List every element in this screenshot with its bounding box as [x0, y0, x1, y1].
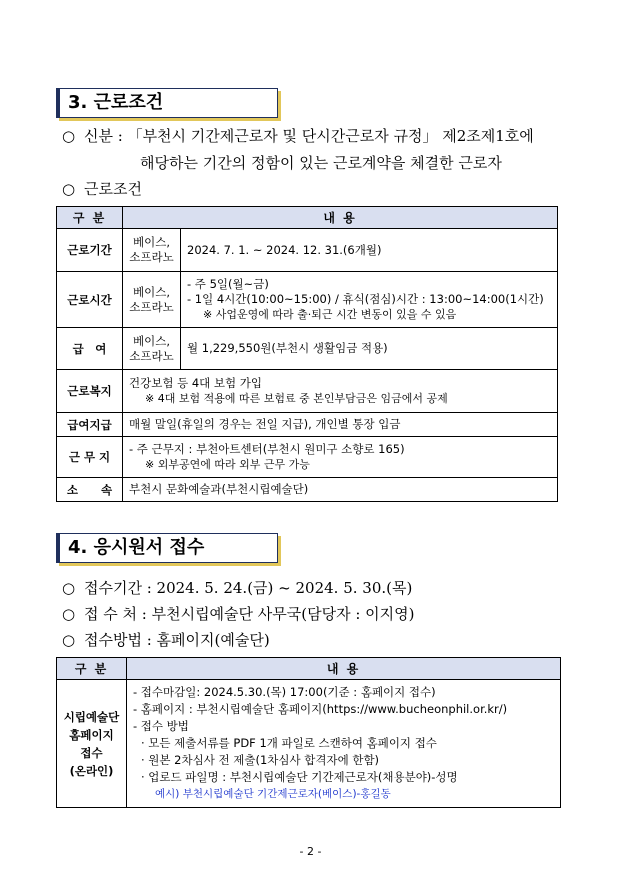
affiliation-text: 부천시 문화예술과(부천시립예술단) — [123, 478, 558, 502]
table-row — [57, 229, 558, 272]
section-3-title: 3. 근로조건 — [56, 88, 278, 118]
welfare-note: ※ 4대 보험 적용에 따른 보험료 중 본인부담금은 임금에서 공제 — [145, 392, 448, 405]
period-sub — [123, 229, 181, 272]
bullet-circle-icon: ○ — [62, 127, 76, 145]
period-sub-line: 소프라노 — [129, 250, 174, 264]
work-conditions-table — [56, 206, 558, 502]
header-category: 구 분 — [57, 207, 123, 229]
bullet-circle-icon: ○ — [62, 180, 76, 198]
hours-line: - 주 5일(월~금) — [187, 277, 269, 291]
header-content: 내 용 — [127, 658, 561, 680]
application-period — [62, 577, 412, 598]
period-sub-line: 베이스, — [133, 235, 170, 249]
table-row — [57, 413, 558, 437]
employment-status-text-1: 신분 : 「부천시 기간제근로자 및 단시간근로자 규정」 제2조제1호에 — [84, 127, 534, 145]
welfare-line: 건강보험 등 4대 보험 가입 — [129, 376, 263, 390]
hours-sub-line: 소프라노 — [129, 299, 174, 314]
application-period-text: 접수기간 : 2024. 5. 24.(금) ~ 2024. 5. 30.(목) — [84, 579, 413, 597]
label-line: 접수 — [80, 745, 103, 760]
welfare-text — [123, 370, 558, 413]
deadline-line: - 접수마감일: 2024.5.30.(목) 17:00(기준 : 홈페이지 접수) — [133, 685, 436, 699]
label-line: 홈페이지 — [69, 727, 114, 742]
table-header-row — [57, 658, 561, 680]
pay-sub-line: 베이스, — [133, 333, 170, 348]
workplace-note: ※ 외부공연에 따라 외부 근무 가능 — [145, 458, 310, 471]
method-line: - 접수 방법 — [133, 719, 189, 733]
table-row — [57, 370, 558, 413]
label-line: 시립예술단 — [63, 709, 120, 724]
header-content: 내 용 — [123, 207, 558, 229]
filename-example: 예시) 부천시립예술단 기간제근로자(베이스)-홍길동 — [155, 788, 391, 800]
employment-status-line-2: 해당하는 기간의 정함이 있는 근로계약을 체결한 근로자 — [140, 154, 502, 172]
page-number: - 2 - — [299, 845, 322, 858]
method-detail-line: · 모든 제출서류를 PDF 1개 파일로 스캔하여 홈페이지 접수 — [141, 736, 437, 750]
employment-status-line-1 — [62, 125, 534, 146]
bullet-circle-icon: ○ — [62, 579, 76, 597]
bullet-circle-icon: ○ — [62, 631, 76, 649]
pay-sub-line: 소프라노 — [129, 348, 174, 363]
workplace-label: 근 무 지 — [57, 437, 123, 478]
table-row — [57, 478, 558, 502]
work-conditions-heading — [62, 178, 142, 199]
hours-note: ※ 사업운영에 따라 출·퇴근 시간 변동이 있을 수 있음 — [203, 308, 457, 321]
application-office-text: 접 수 처 : 부천시립예술단 사무국(담당자 : 이지영) — [84, 605, 415, 623]
welfare-label: 근로복지 — [57, 370, 123, 413]
application-method-text: 접수방법 : 홈페이지(예술단) — [84, 631, 270, 649]
affiliation-label: 소 속 — [57, 478, 123, 502]
application-table — [56, 657, 561, 808]
payday-label: 급여지급 — [57, 413, 123, 437]
workplace-line: - 주 근무지 : 부천아트센터(부천시 원미구 소향로 165) — [129, 442, 405, 456]
hours-sub-line: 베이스, — [133, 284, 170, 299]
payday-text: 매월 말일(휴일의 경우는 전일 지급), 개인별 통장 입금 — [123, 413, 558, 437]
application-method — [62, 629, 270, 650]
header-category: 구 분 — [57, 658, 127, 680]
hours-line: - 1일 4시간(10:00~15:00) / 휴식(점심)시간 : 13:00~14:00(1시간) — [187, 292, 544, 306]
section-4-title: 4. 응시원서 접수 — [56, 533, 278, 563]
period-label: 근로기간 — [57, 229, 123, 272]
table-header-row — [57, 207, 558, 229]
hours-label: 근로시간 — [57, 272, 123, 328]
pay-label: 급 여 — [57, 328, 123, 370]
period-text: 2024. 7. 1. ~ 2024. 12. 31.(6개월) — [181, 229, 558, 272]
method-detail-line: · 업로드 파일명 : 부천시립예술단 기간제근로자(채용분야)-성명 — [141, 770, 458, 784]
workplace-text — [123, 437, 558, 478]
hours-text — [181, 272, 558, 328]
application-office — [62, 603, 415, 624]
table-row — [57, 437, 558, 478]
online-application-label — [57, 680, 127, 808]
table-row — [57, 328, 558, 370]
pay-sub — [123, 328, 181, 370]
label-line: (온라인) — [69, 763, 114, 778]
table-row — [57, 272, 558, 328]
online-application-content — [127, 680, 561, 808]
bullet-circle-icon: ○ — [62, 605, 76, 623]
method-detail-line: · 원본 2차심사 전 제출(1차심사 합격자에 한함) — [141, 753, 380, 767]
homepage-line: - 홈페이지 : 부천시립예술단 홈페이지(https://www.bucheonphil.or.kr/) — [133, 702, 508, 716]
work-conditions-text: 근로조건 — [84, 180, 142, 198]
pay-text: 월 1,229,550원(부천시 생활임금 적용) — [181, 328, 558, 370]
table-row — [57, 680, 561, 808]
hours-sub — [123, 272, 181, 328]
